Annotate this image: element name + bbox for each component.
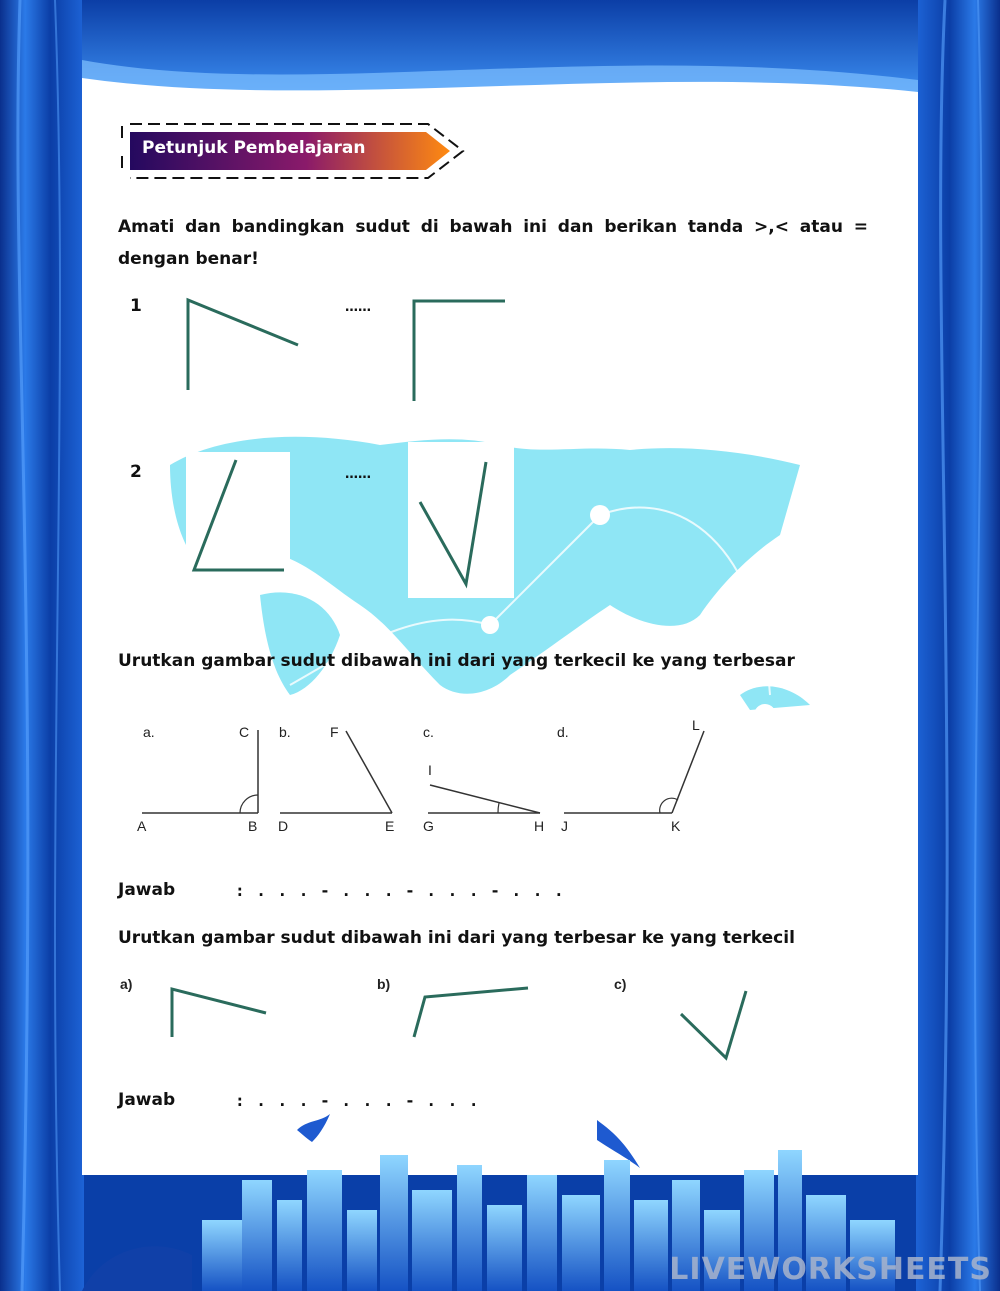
angle-figure-3b — [410, 985, 535, 1040]
comparison-blank-1[interactable]: …… — [345, 300, 371, 315]
point-label-c: C — [239, 724, 250, 740]
point-label-a: A — [137, 818, 147, 834]
instruction-compare: Amati dan bandingkan sudut di bawah ini dan berikan tanda >,< atau = dengan benar! — [118, 217, 868, 269]
comparison-blank-2[interactable]: …… — [345, 467, 371, 482]
figure-tag-d: d. — [557, 724, 569, 740]
badge-label: Petunjuk Pembelajaran — [142, 138, 366, 158]
angle-figure-1a — [185, 295, 305, 395]
point-label-h: H — [534, 818, 545, 834]
point-label-d: D — [278, 818, 289, 834]
angle-figure-3a — [168, 985, 273, 1040]
point-label-i: I — [428, 762, 432, 778]
figure-tag-3a: a) — [120, 976, 133, 992]
point-label-e: E — [385, 818, 395, 834]
angle-figure-2b — [408, 442, 514, 598]
item-number-1: 1 — [130, 296, 142, 316]
answer-field-ascending[interactable]: : . . . - . . . - . . . - . . . — [235, 881, 565, 900]
angle-figure-3c — [678, 988, 750, 1062]
answer-label-ascending: Jawab — [118, 880, 176, 900]
angle-figure-2a — [186, 452, 290, 582]
point-label-l: L — [692, 717, 700, 733]
point-label-b: B — [248, 818, 258, 834]
point-label-g: G — [423, 818, 434, 834]
angle-figure-1b — [410, 298, 510, 403]
point-label-k: K — [671, 818, 681, 834]
figure-tag-a: a. — [143, 724, 155, 740]
figure-tag-b: b. — [279, 724, 291, 740]
answer-label-descending: Jawab — [118, 1090, 176, 1110]
figure-tag-c: c. — [423, 724, 434, 740]
figure-tag-3b: b) — [377, 976, 391, 992]
point-label-j: J — [561, 818, 568, 834]
point-label-f: F — [330, 724, 339, 740]
instruction-descending: Urutkan gambar sudut dibawah ini dari yang terbesar ke yang terkecil — [118, 928, 795, 948]
figure-tag-3c: c) — [614, 976, 627, 992]
answer-field-descending[interactable]: : . . . - . . . - . . . — [235, 1091, 480, 1110]
item-number-2: 2 — [130, 462, 142, 482]
instruction-ascending: Urutkan gambar sudut dibawah ini dari yang terkecil ke yang terbesar — [118, 651, 795, 671]
brand-watermark: LIVEWORKSHEETS — [669, 1252, 992, 1287]
